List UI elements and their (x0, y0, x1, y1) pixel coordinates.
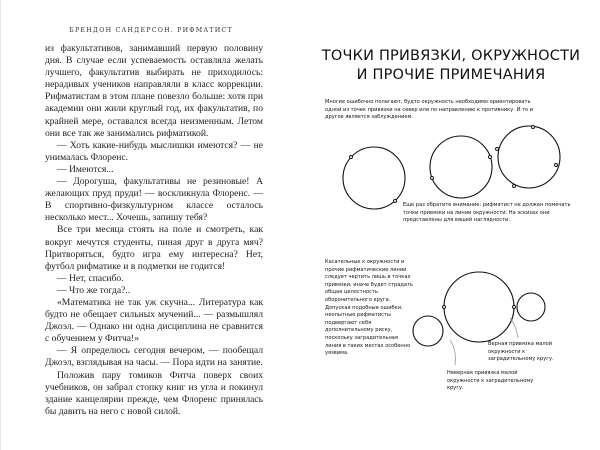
small-circle-wrong-icon (413, 316, 443, 346)
body-text (45, 43, 263, 418)
note-tangents: Касательные к окружности и прочие рифматические линии следует чертить лишь в точках привязки, иначе будет страдать общая целостность оборонительного круга. Допуская подобные ошибки, неопытные рифматисты подвергают себя дополнительному риску, поскольку заградительная линия в таких местах особенно уязвима. (325, 259, 413, 357)
paragraph: — Дорогуша, факультативы не резиновые! А желающих пруд пруди! — воскликнула Флоренс. — В спортивно-физкультурном классе осталось несколько мест... Хочешь, запишу тебя? (45, 176, 263, 224)
small-circle-right-icon (517, 293, 545, 321)
caption-correct-attachment: Верная привязка малой окружности к заградительному кругу. (488, 341, 554, 363)
paragraph: — Нет, спасибо. (57, 272, 124, 284)
paragraph: из факультативов, занимавший первую половину дня. В случае если успеваемость оставляла желать лучшего, факультатив выбирать не приходилось: нерадивых учеников направляли в класс коррекции. Рифматистам в этом плане повезло больше: хотя при академии они жили круглый год, их факультатив, по крайней мере, оставался всегда неизменным. Летом они все так же занимались рифматикой. (45, 43, 263, 139)
right-page (301, 0, 600, 450)
paragraph: — Хоть какие-нибудь мыслишки имеются? — не унималась Флоренс. (45, 139, 263, 163)
paragraph: Все три месяца стоять на поле и смотреть, как вокруг мечутся студенты, пиная друг в друга мяч? Притворяться, будто игра ему интересна? Нет, футбол рифматике и в подметки не годится! (45, 224, 263, 272)
paragraph: Положив пару томиков Фитча поверх своих учебников, он забрал стопку книг из угла и покинул здание канцелярии прежде, чем Флоренс принялась бы давить на него с новой силой. (45, 369, 263, 417)
paragraph: — Я определюсь сегодня вечером, — пообещал Джоэл, взглядывая на часы. — Пора идти на занятие. (45, 345, 263, 369)
paragraph: «Математика не так уж скучна... Литература как будто не обещает сильных мучений... — размышлял Джоэл. — Однако ни одна дисциплина не сравнится с обучением у Фитча!» (45, 296, 263, 345)
note-orientation: Многие ошибочно полагают, будто окружность необходимо ориентировать одной из точек привязки на север или по направлению к противнику. И то и другое является заблуждением. (325, 99, 533, 121)
arrow-wrong-icon (450, 340, 455, 365)
paragraph: — Имеются... (57, 163, 114, 175)
left-page (1, 0, 301, 450)
paragraph: — Что же тогда?.. (57, 284, 131, 296)
caption-wrong-attachment: Неверная привязка малой окружности к заградительному кругу. (447, 370, 534, 392)
running-head: БРЕНДОН САНДЕРСОН. РИФМАТИСТ (69, 27, 233, 34)
circle-2-icon (430, 136, 492, 198)
title-line-2: И ПРОЧИЕ ПРИМЕЧАНИЯ (356, 67, 546, 83)
title-line-1: ТОЧКИ ПРИВЯЗКИ, ОКРУЖНОСТИ (321, 48, 581, 64)
note-anchor-marks: Еще раз обратите внимание: рифматист не должен помечать точки привязки на линии окружности. На эскизах они представлены для вящей наглядности. (403, 202, 571, 224)
defense-circle-icon (444, 272, 514, 342)
circle-3-icon (498, 126, 560, 188)
